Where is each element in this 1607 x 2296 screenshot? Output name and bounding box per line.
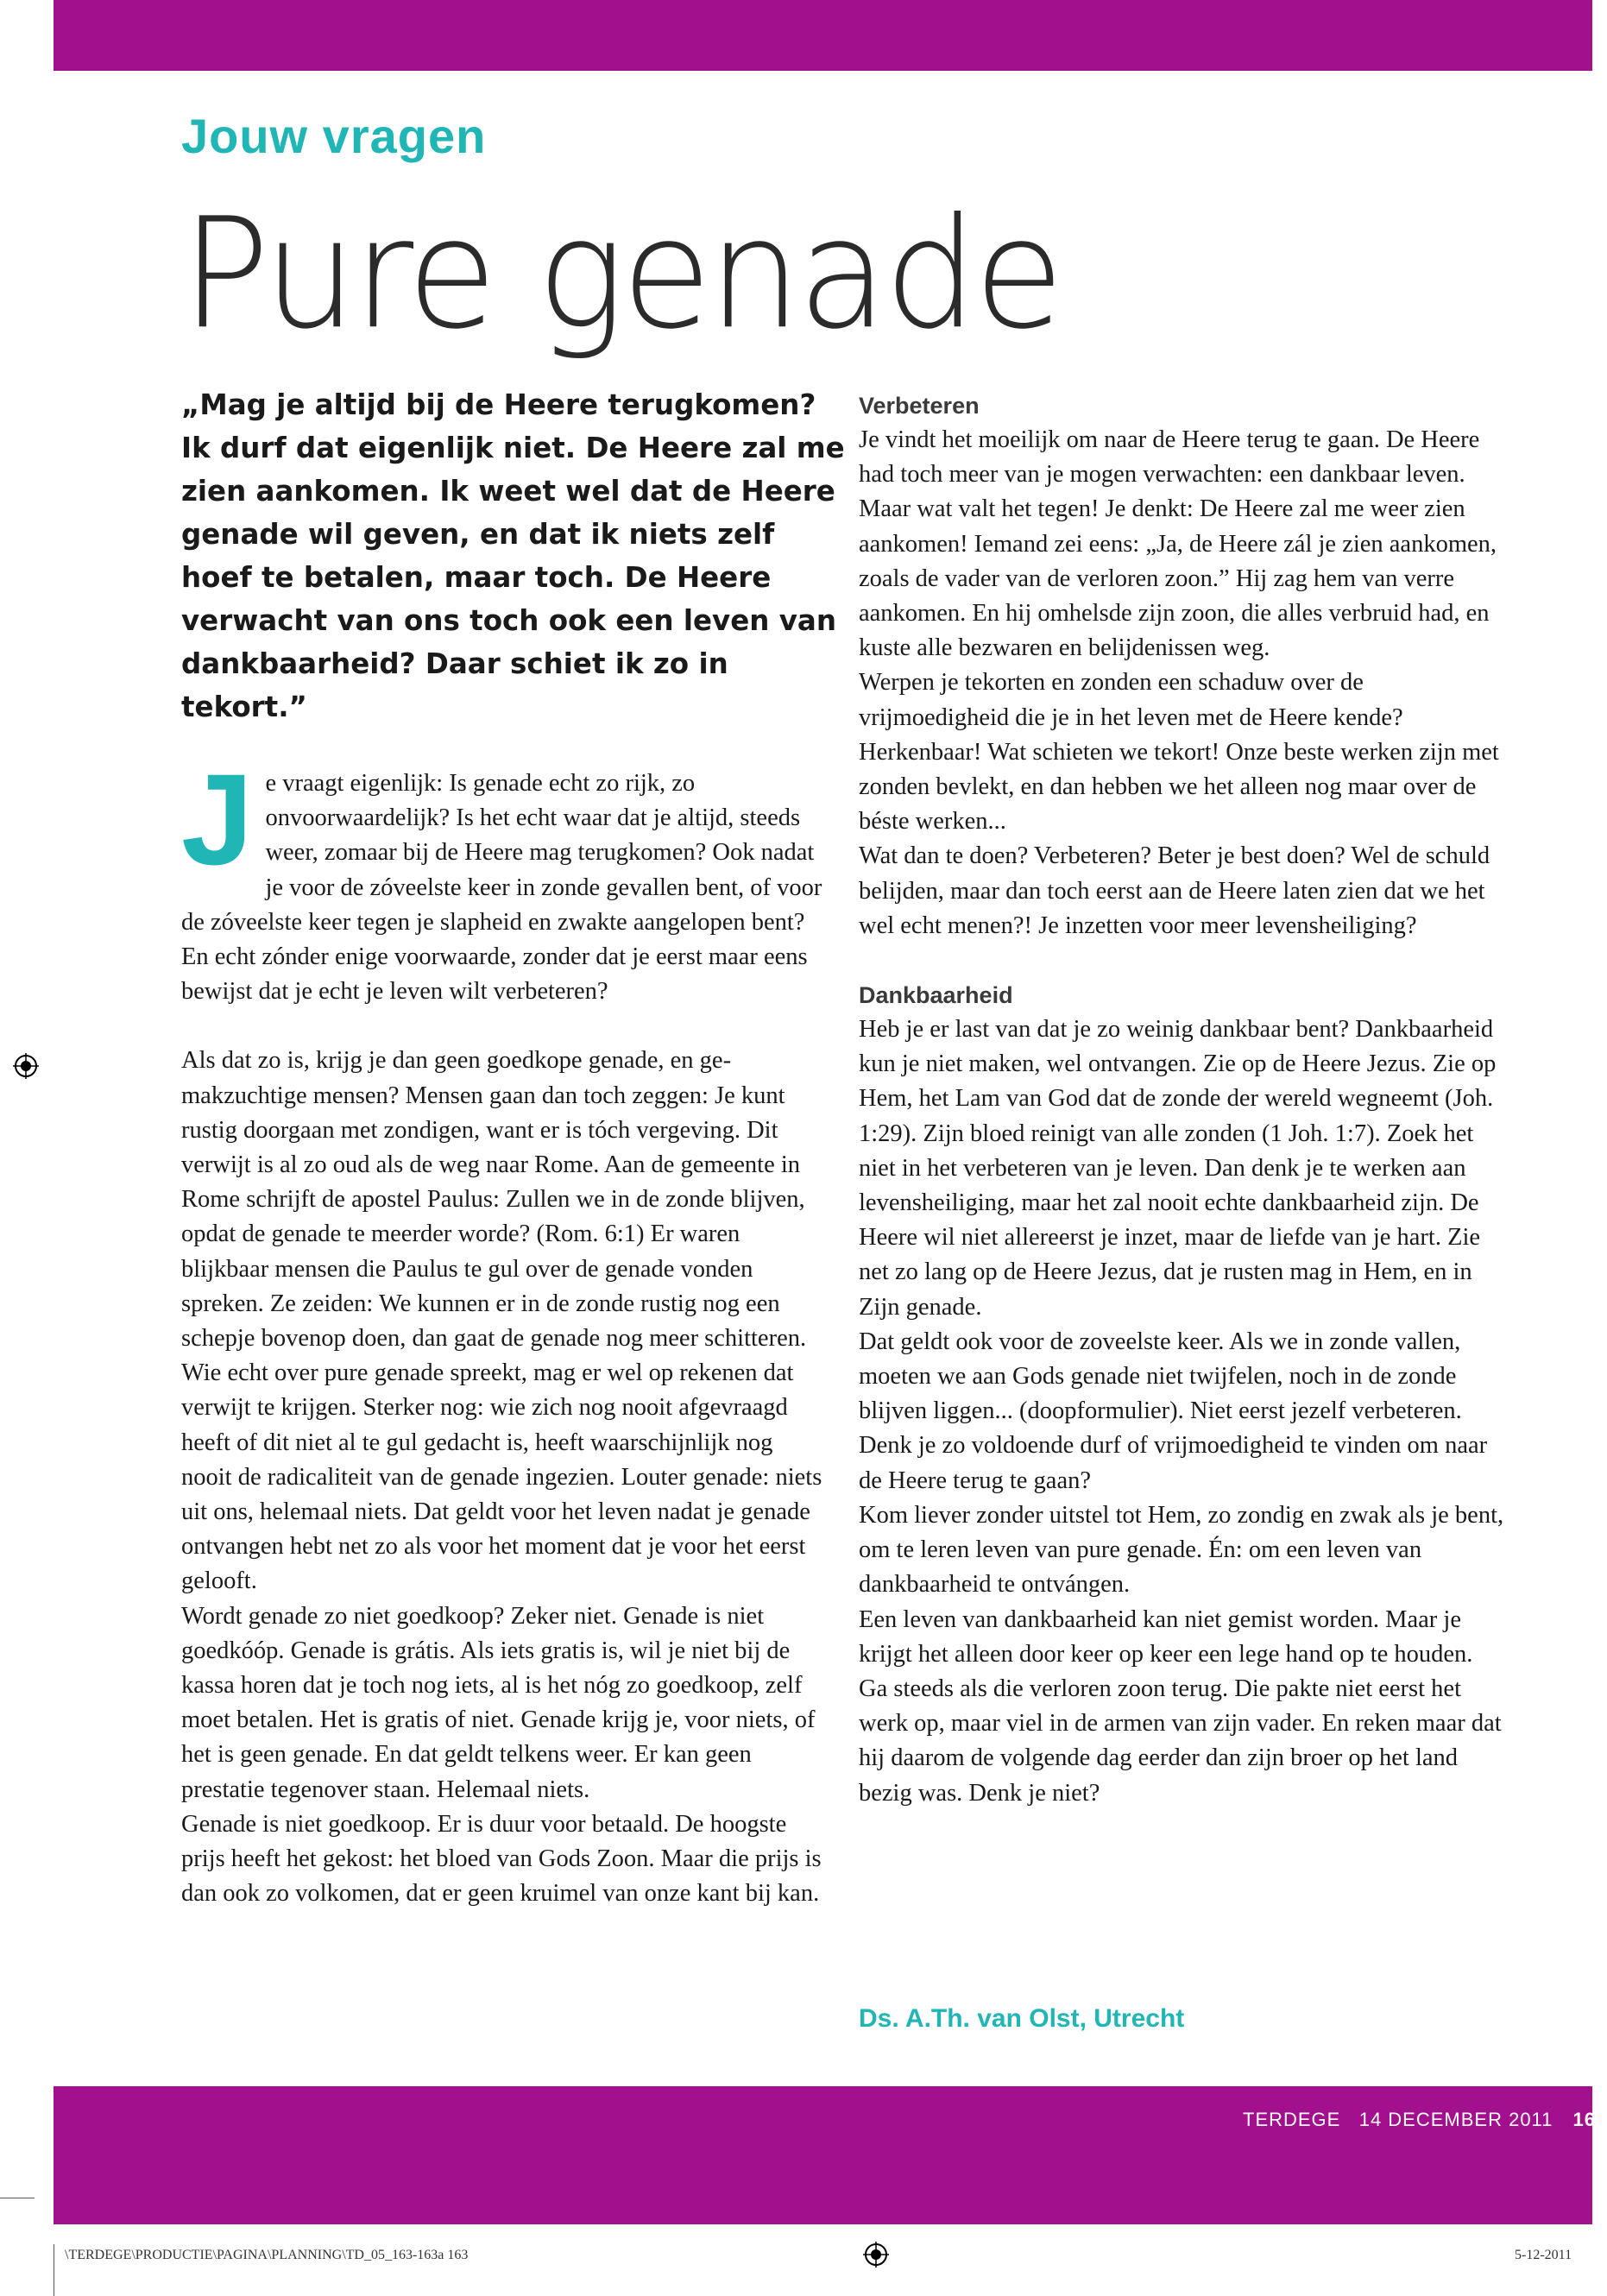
- right-column: [859, 388, 1506, 1811]
- body-paragraph: Wat dan te doen? Verbeteren? Beter je best doen? Wel de schuld belijden, maar dan toch eerst aan de Heere laten zien dat we het wel echt menen?! Je inzetten voor meer levensheiliging?: [859, 842, 1490, 939]
- dropcap: J: [181, 747, 254, 892]
- body-paragraph: Wie echt over pure genade spreekt, mag er wel op rekenen dat verwijt te krijgen. Sterker nog: wie zich nog nooit afgevraagd heeft of dit niet al te gul gedacht is, heeft waarschijnlijk nog nooit de radicaliteit van de genade ingezien. Louter genade: niets uit ons, helemaal niets. Dat geldt voor het leven nadat je genade ontvangen hebt net zo als voor het moment dat je voor het eerst gelooft.: [181, 1359, 822, 1595]
- page-footer: [1243, 2109, 1607, 2131]
- subheading-dankbaarheid: Dankbaarheid: [859, 982, 1013, 1009]
- footer-page-number: 163: [1572, 2109, 1607, 2130]
- body-paragraph: Je vindt het moeilijk om naar de Heere terug te gaan. De Heere had toch meer van je mogen verwachten: een dankbaar leven. Maar wat valt het tegen! Je denkt: De Heere zal me weer zien aankomen! Iemand zei eens: „Ja, de Heere zál je zien aankomen, zoals de vader van de verloren zoon.” Hij zag hem van verre aankomen. En hij omhelsde zijn zoon, die alles verbruid had, en kuste alle bezwaren en belijdenissen weg.: [859, 426, 1497, 662]
- left-column: [181, 747, 829, 1912]
- body-paragraph: Een leven van dankbaarheid kan niet gemist worden. Maar je krijgt het alleen door keer op keer een lege hand op te houden. Ga steeds als die verloren zoon terug. Die pakte niet eerst het werk op, maar viel in de armen van zijn vader. En reken maar dat hij daarom de volgende dag eerder dan zijn broer op het land bezig was. Denk je niet?: [859, 1605, 1502, 1807]
- intro-question: „Mag je altijd bij de Heere terugkomen? Ik durf dat eigenlijk niet. De Heere zal me zien aankomen. Ik weet wel dat de Heere genade wil geven, en dat ik niets zelf hoef te betalen, maar toch. De Heere verwacht van ons toch ook een leven van dankbaarheid? Daar schiet ik zo in tekort.”: [181, 388, 845, 723]
- first-paragraph: Je vraagt eigenlijk: Is genade echt zo rijk, zo onvoorwaardelijk? Is het echt waar dat je altijd, steeds weer, zomaar bij de Heere mag terugkomen? Ook nadat je voor de zóveelste keer in zonde gevallen bent, of voor de zóveelste keer tegen je slapheid en zwakte aangelopen bent? En echt zónder enige voorwaarde, zonder dat je eerst maar eens bewijst dat je echt je leven wilt verbeteren?: [181, 747, 822, 1006]
- body-paragraph: Werpen je tekorten en zonden een schaduw over de vrijmoedigheid die je in het leven met de Heere kende? Herkenbaar! Wat schieten we tekort! Onze beste werken zijn met zonden bevlekt, en dan hebben we het alleen nog maar over de béste werken...: [859, 669, 1499, 836]
- registration-mark-icon: [13, 1053, 39, 1079]
- body-paragraph: Als dat zo is, krijg je dan geen goedkope genade, en gemakzuchtige mensen? Mensen gaan dan toch zeggen: Je kunt rustig doorgaan met zondigen, want er is tóch vergeving. Dit verwijt is al zo oud als de weg naar Rome. Aan de gemeente in Rome schrijft de apostel Paulus: Zullen we in de zonde blijven, opdat de genade te meerder worde? (Rom. 6:1) Er waren blijkbaar mensen die Paulus te gul over de genade vonden spreken. Ze zeiden: We kunnen er in de zonde rustig nog een schepje bovenop doen, dan gaat de genade nog meer schitteren.: [181, 1047, 807, 1353]
- body-paragraph: Wordt genade zo niet goedkoop? Zeker niet. Genade is niet goedkóóp. Genade is grátis. Als iets gratis is, wil je niet bij de kassa horen dat je toch nog iets, al is het nóg zo goedkoop, zelf moet betalen. Het is gratis of niet. Genade krijg je, voor niets, of het is geen genade. En dat geldt telkens weer. Er kan geen prestatie tegenover staan. Helemaal niets.: [181, 1602, 816, 1803]
- author-signature: Ds. A.Th. van Olst, Utrecht: [859, 2004, 1185, 2033]
- body-paragraph: Genade is niet goedkoop. Er is duur voor betaald. De hoogste prijs heeft het gekost: het bloed van Gods Zoon. Maar die prijs is dan ook zo volkomen, dat er geen kruimel van onze kant bij kan.: [181, 1810, 822, 1908]
- article-title: Pure genade: [181, 186, 1062, 363]
- body-paragraph: Heb je er last van dat je zo weinig dankbaar bent? Dankbaarheid kun je niet maken, wel ontvangen. Zie op de Heere Jezus. Zie op Hem, het Lam van God dat de zonde der wereld wegneemt (Joh. 1:29). Zijn bloed reinigt van alle zonden (1 Joh. 1:7). Zoek het niet in het verbeteren van je leven. Dan denk je te werken aan levensheiliging, maar het zal nooit echte dankbaarheid zijn. De Heere wil niet allereerst je inzet, maar de liefde van je hart. Zie net zo lang op de Heere Jezus, dat je rusten mag in Hem, en in Zijn genade.: [859, 1016, 1497, 1321]
- footer-date: 14 DECEMBER 2011: [1358, 2109, 1553, 2130]
- bottom-color-bar: [54, 2086, 1592, 2224]
- print-slug-path: \TERDEGE\PRODUCTIE\PAGINA\PLANNING\TD_05_163-163a 163: [65, 2248, 469, 2262]
- print-slug-date: 5-12-2011: [1515, 2248, 1572, 2262]
- body-paragraph: Kom liever zonder uitstel tot Hem, zo zondig en zwak als je bent, om te leren leven van pure genade. Én: om een leven van dankbaarheid te ontvángen.: [859, 1501, 1504, 1599]
- subheading-verbeteren: Verbeteren: [859, 393, 980, 419]
- registration-mark-icon: [863, 2242, 889, 2268]
- top-color-bar: [54, 0, 1592, 71]
- footer-magazine: TERDEGE: [1243, 2109, 1341, 2130]
- section-kicker: Jouw vragen: [181, 109, 487, 163]
- body-paragraph: Dat geldt ook voor de zoveelste keer. Als we in zonde vallen, moeten we aan Gods genade niet twijfelen, noch in de zonde blijven liggen... (doopformulier). Niet eerst jezelf verbeteren. Denk je zo voldoende durf of vrijmoedigheid te vinden om naar de Heere terug te gaan?: [859, 1328, 1488, 1494]
